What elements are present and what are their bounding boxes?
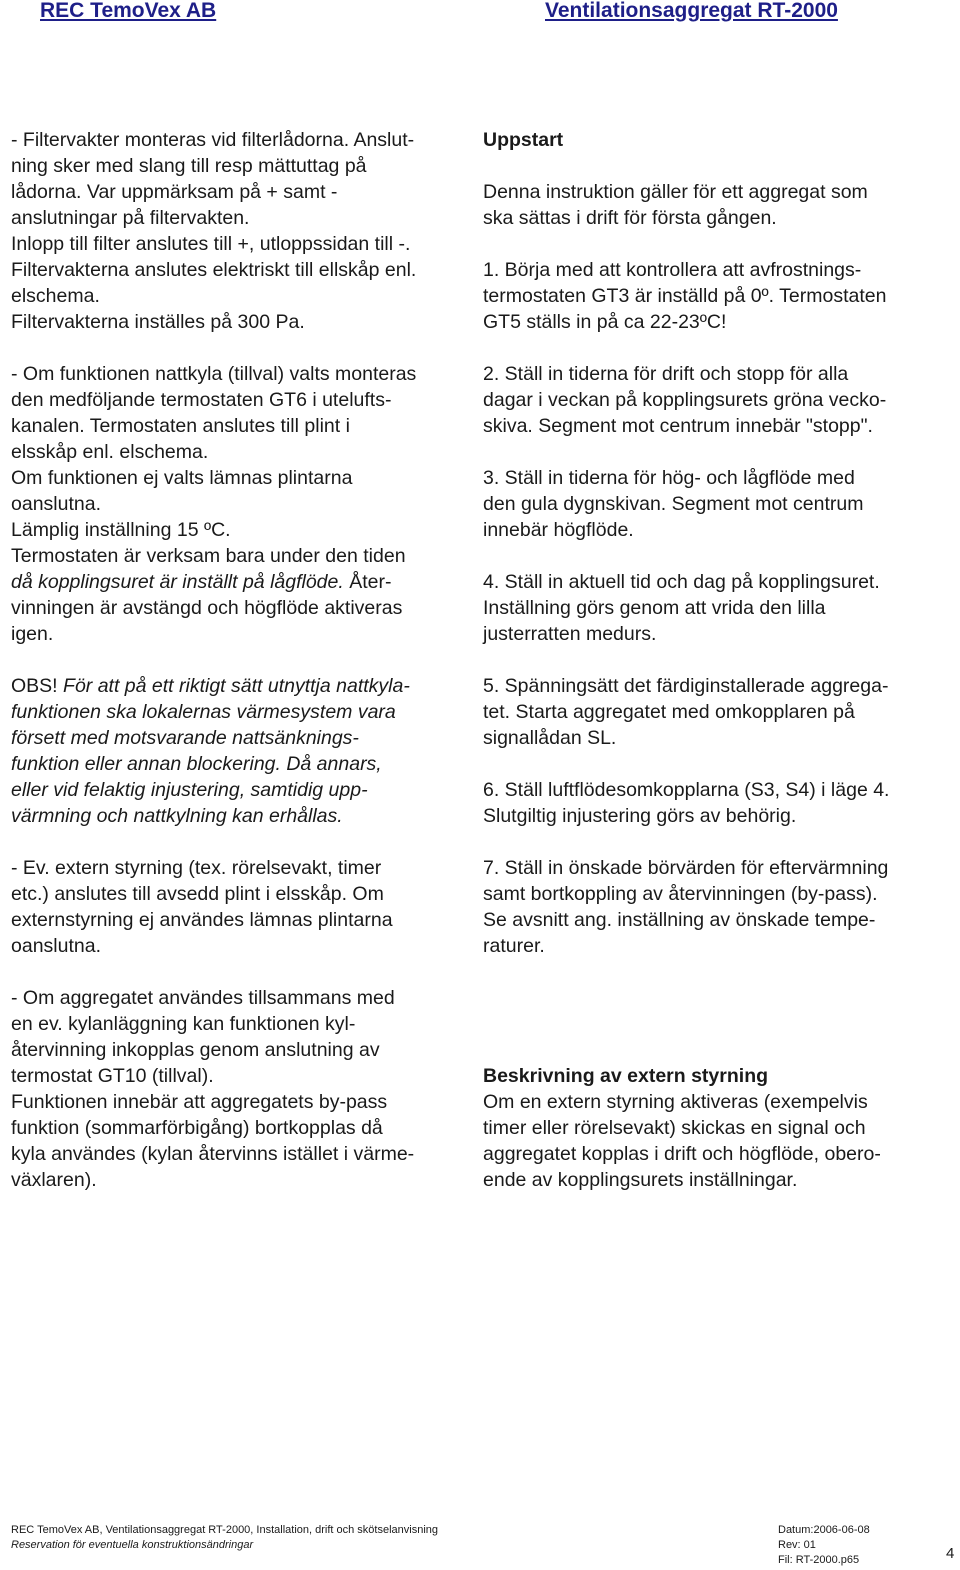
left-column-line: - Ev. extern styrning (tex. rörelsevakt, timer xyxy=(11,857,382,879)
right-column-line xyxy=(483,1037,933,1063)
right-column-line: justerratten medurs. xyxy=(483,623,657,645)
left-column-line: då kopplingsuret är inställt på lågflöde. Åter- xyxy=(11,571,392,593)
left-column-line: anslutningar på filtervakten. xyxy=(11,207,250,229)
left-column-line: OBS! För att på ett riktigt sätt utnyttja nattkyla- xyxy=(11,675,410,697)
left-column-line: Filtervakterna anslutes elektriskt till ellskåp enl. xyxy=(11,259,417,281)
right-column-line: ska sättas i drift för första gången. xyxy=(483,207,777,229)
right-column-line xyxy=(483,439,933,465)
right-column-line xyxy=(483,985,933,1011)
section-title: Beskrivning av extern styrning xyxy=(483,1065,769,1087)
left-column-line: - Om aggregatet användes tillsammans med xyxy=(11,987,395,1009)
left-column-line: en ev. kylanläggning kan funktionen kyl- xyxy=(11,1013,356,1035)
right-column-line: GT5 ställs in på ca 22-23ºC! xyxy=(483,311,727,333)
left-column-line: kyla användes (kylan återvinns istället i värme- xyxy=(11,1143,415,1165)
left-column-line: den medföljande termostaten GT6 i utelufts- xyxy=(11,389,392,411)
left-column-line: funktion eller annan blockering. Då annars, xyxy=(11,753,382,775)
left-column xyxy=(11,127,466,1193)
right-column-line: 1. Börja med att kontrollera att avfrostnings- xyxy=(483,259,862,281)
left-column-line: - Om funktionen nattkyla (tillval) valts monteras xyxy=(11,363,417,385)
left-column-line: Funktionen innebär att aggregatets by-pass xyxy=(11,1091,388,1113)
section-title: Uppstart xyxy=(483,129,564,151)
right-column-line: Denna instruktion gäller för ett aggregat som xyxy=(483,181,868,203)
right-column-line: 4. Ställ in aktuell tid och dag på kopplingsuret. xyxy=(483,571,880,593)
footer-left xyxy=(11,1523,438,1553)
right-column-line: 6. Ställ luftflödesomkopplarna (S3, S4) i läge 4. xyxy=(483,779,890,801)
right-column-line xyxy=(483,829,933,855)
right-column-line: 3. Ställ in tiderna för hög- och lågflöde med xyxy=(483,467,855,489)
right-column-line: aggregatet kopplas i drift och högflöde, obero- xyxy=(483,1143,881,1165)
right-column-line xyxy=(483,647,933,673)
right-column-line: Inställning görs genom att vrida den lilla xyxy=(483,597,826,619)
left-column-line xyxy=(11,647,466,673)
left-column-line: Om funktionen ej valts lämnas plintarna xyxy=(11,467,353,489)
left-column-line: vinningen är avstängd och högflöde aktiveras xyxy=(11,597,403,619)
footer-doc-info: REC TemoVex AB, Ventilationsaggregat RT-2000, Installation, drift och skötselanvisning xyxy=(11,1524,439,1536)
right-column-line: tet. Starta aggregatet med omkopplaren på xyxy=(483,701,855,723)
left-column-line: elsskåp enl. elschema. xyxy=(11,441,209,463)
left-column-line: Filtervakterna inställes på 300 Pa. xyxy=(11,311,305,333)
right-column-line: ende av kopplingsurets inställningar. xyxy=(483,1169,798,1191)
right-column-line xyxy=(483,231,933,257)
header-product: Ventilationsaggregat RT-2000 xyxy=(545,0,838,22)
left-column-line: återvinning inkopplas genom anslutning av xyxy=(11,1039,380,1061)
left-column-line: oanslutna. xyxy=(11,493,101,515)
left-column-line: funktion (sommarförbigång) bortkopplas då xyxy=(11,1117,383,1139)
left-column-line: - Filtervakter monteras vid filterlådorna. Anslut- xyxy=(11,129,415,151)
left-column-line: eller vid felaktig injustering, samtidig upp- xyxy=(11,779,368,801)
footer-file: Fil: RT-2000.p65 xyxy=(778,1554,860,1566)
right-column-line xyxy=(483,751,933,777)
footer-rev: Rev: 01 xyxy=(778,1539,816,1551)
right-column-line: skiva. Segment mot centrum innebär "stopp". xyxy=(483,415,873,437)
right-column-line xyxy=(483,959,933,985)
left-column-line: ning sker med slang till resp mättuttag på xyxy=(11,155,367,177)
right-column-line: dagar i veckan på kopplingsurets gröna vecko- xyxy=(483,389,887,411)
right-column-line: 2. Ställ in tiderna för drift och stopp för alla xyxy=(483,363,849,385)
footer-reservation: Reservation för eventuella konstruktionsändringar xyxy=(11,1539,254,1551)
right-column-line xyxy=(483,1011,933,1037)
left-column-line: funktionen ska lokalernas värmesystem vara xyxy=(11,701,396,723)
right-column-line: signallådan SL. xyxy=(483,727,617,749)
left-column-line xyxy=(11,335,466,361)
left-column-line: termostat GT10 (tillval). xyxy=(11,1065,214,1087)
footer-right xyxy=(778,1523,870,1568)
right-column-line xyxy=(483,543,933,569)
right-column-line: 7. Ställ in önskade börvärden för eftervärmning xyxy=(483,857,889,879)
right-column-line: samt bortkoppling av återvinningen (by-pass). xyxy=(483,883,878,905)
right-column-line: termostaten GT3 är inställd på 0º. Termostaten xyxy=(483,285,887,307)
left-column-line: Termostaten är verksam bara under den tiden xyxy=(11,545,406,567)
left-column-line: försett med motsvarande nattsänknings- xyxy=(11,727,359,749)
right-column-line: timer eller rörelsevakt) skickas en signal och xyxy=(483,1117,866,1139)
right-column-line: Slutgiltig injustering görs av behörig. xyxy=(483,805,797,827)
left-column-line: etc.) anslutes till avsedd plint i elsskåp. Om xyxy=(11,883,384,905)
left-column-line: värmning och nattkylning kan erhållas. xyxy=(11,805,343,827)
left-column-line: kanalen. Termostaten anslutes till plint i xyxy=(11,415,350,437)
left-column-line: igen. xyxy=(11,623,54,645)
left-column-line: externstyrning ej användes lämnas plintarna xyxy=(11,909,393,931)
left-column-line: Inlopp till filter anslutes till +, utloppssidan till -. xyxy=(11,233,411,255)
left-column-line: växlaren). xyxy=(11,1169,97,1191)
left-column-line: Lämplig inställning 15 ºC. xyxy=(11,519,231,541)
right-column xyxy=(483,127,933,1193)
right-column-line xyxy=(483,335,933,361)
left-column-line: lådorna. Var uppmärksam på + samt - xyxy=(11,181,338,203)
left-column-line: oanslutna. xyxy=(11,935,101,957)
right-column-line: raturer. xyxy=(483,935,545,957)
header-company: REC TemoVex AB xyxy=(40,0,217,22)
right-column-line: Se avsnitt ang. inställning av önskade tempe- xyxy=(483,909,876,931)
page-number: 4 xyxy=(946,1545,955,1562)
right-column-line: 5. Spänningsätt det färdiginstallerade aggrega- xyxy=(483,675,889,697)
left-column-line xyxy=(11,959,466,985)
right-column-line xyxy=(483,153,933,179)
right-column-line: Om en extern styrning aktiveras (exempelvis xyxy=(483,1091,868,1113)
right-column-line: innebär högflöde. xyxy=(483,519,634,541)
left-column-line xyxy=(11,829,466,855)
right-column-line: den gula dygnskivan. Segment mot centrum xyxy=(483,493,864,515)
footer-date: Datum:2006-06-08 xyxy=(778,1524,870,1536)
left-column-line: elschema. xyxy=(11,285,100,307)
